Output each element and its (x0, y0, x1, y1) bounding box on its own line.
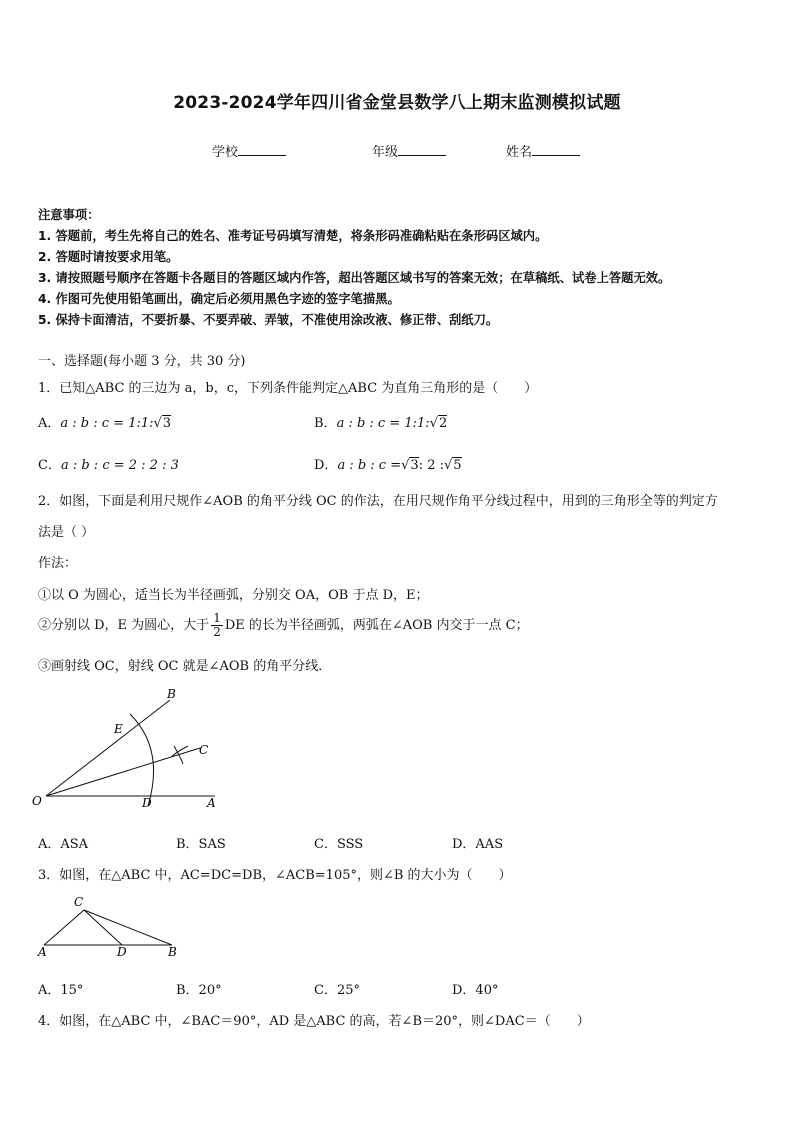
label-e: E (114, 722, 123, 736)
segment-cb (84, 910, 172, 945)
label-o: O (32, 794, 42, 808)
notice-item: 4. 作图可先使用铅笔画出，确定后必须用黑色字迹的签字笔描黑。 (38, 292, 400, 306)
q1-option-d: D．a : b : c =√3: 2 :√5 (314, 458, 462, 473)
q2-option-c: C．SSS (314, 837, 364, 852)
q2-step-2: ②分别以 D，E 为圆心，大于 $\frac{1}{2}$ DE 的长为半径画弧，两弧在∠AOB 内交于一点 C； (38, 611, 529, 639)
q1-option-a: A．a : b : c = 1:1:√3 (38, 416, 172, 431)
q3-option-c: C．25° (314, 983, 360, 998)
name-blank (532, 142, 580, 156)
segment-ac (44, 910, 84, 945)
notice-item: 1. 答题前，考生先将自己的姓名、准考证号码填写清楚，将条形码准确粘贴在条形码区域内。 (38, 229, 548, 243)
question-2-stem-line1: 2．如图，下面是利用尺规作∠AOB 的角平分线 OC 的作法，在用尺规作角平分线过程中，用到的三角形全等的判定方 (38, 494, 718, 509)
name-label: 姓名 (506, 145, 533, 160)
question-1-stem: 1．已知△ABC 的三边为 a，b，c，下列条件能判定△ABC 为直角三角形的是（ ） (38, 381, 538, 396)
q3-option-a: A．15° (38, 983, 84, 998)
ray-oc (46, 748, 200, 796)
school-field (212, 141, 286, 160)
q3-option-d: D．40° (452, 983, 499, 998)
page-title: 2023-2024学年四川省金堂县数学八上期末监测模拟试题 (173, 93, 621, 113)
label-d: D (142, 796, 152, 810)
grade-label: 年级 (372, 145, 399, 160)
question-3-stem: 3．如图，在△ABC 中，AC=DC=DB，∠ACB=105°，则∠B 的大小为（ ） (38, 868, 512, 883)
label-c: C (199, 743, 209, 757)
angle-bisector-figure (30, 684, 230, 812)
q3-option-b: B．20° (176, 983, 222, 998)
label-a: A (207, 796, 216, 810)
sqrt-sign: √ (443, 458, 453, 473)
notice-item: 2. 答题时请按要求用笔。 (38, 250, 179, 264)
triangle-abc-figure (34, 892, 184, 962)
grade-blank (398, 142, 446, 156)
q1-option-c: C．a : b : c = 2 : 2 : 3 (38, 458, 179, 473)
ray-ob (46, 700, 170, 796)
grade-field (372, 141, 446, 160)
q2-method-label: 作法： (38, 556, 78, 571)
q2-step-1: ①以 O 为圆心，适当长为半径画弧，分别交 OA，OB 于点 D，E； (38, 588, 429, 603)
fraction-one-half: $\frac{1}{2}$ (213, 611, 221, 639)
q1-option-b: B．a : b : c = 1:1:√2 (314, 416, 448, 431)
school-blank (238, 142, 286, 156)
label-b: B (167, 687, 176, 701)
q2-option-d: D．AAS (452, 837, 504, 852)
notice-item: 3. 请按照题号顺序在答题卡各题目的答题区域内作答，超出答题区域书写的答案无效；在草稿纸、试卷上答题无效。 (38, 271, 671, 285)
label-d: D (117, 945, 127, 959)
q2-step-3: ③画射线 OC，射线 OC 就是∠AOB 的角平分线． (38, 659, 332, 674)
label-a: A (38, 945, 47, 959)
arc-c1 (174, 746, 183, 764)
sqrt-sign: √ (429, 416, 438, 431)
q2-option-a: A．ASA (38, 837, 89, 852)
sqrt-sign: √ (401, 458, 410, 473)
name-field (506, 141, 580, 160)
notice-item: 5. 保持卡面清洁，不要折暴、不要弄破、弄皱，不准使用涂改液、修正带、刮纸刀。 (38, 313, 499, 327)
segment-cd (84, 910, 122, 945)
sqrt-sign: √ (153, 416, 162, 431)
section-heading: 一、选择题(每小题 3 分，共 30 分) (38, 354, 246, 369)
label-c: C (74, 895, 84, 909)
question-2-stem-line2: 法是（ ） (38, 525, 95, 540)
school-label: 学校 (212, 145, 239, 160)
label-b: B (168, 945, 177, 959)
question-4-stem: 4．如图，在△ABC 中，∠BAC＝90°，AD 是△ABC 的高，若∠B＝20°，则∠DAC＝（ ） (38, 1014, 590, 1029)
notice-heading: 注意事项： (38, 208, 100, 222)
q2-option-b: B．SAS (176, 837, 226, 852)
